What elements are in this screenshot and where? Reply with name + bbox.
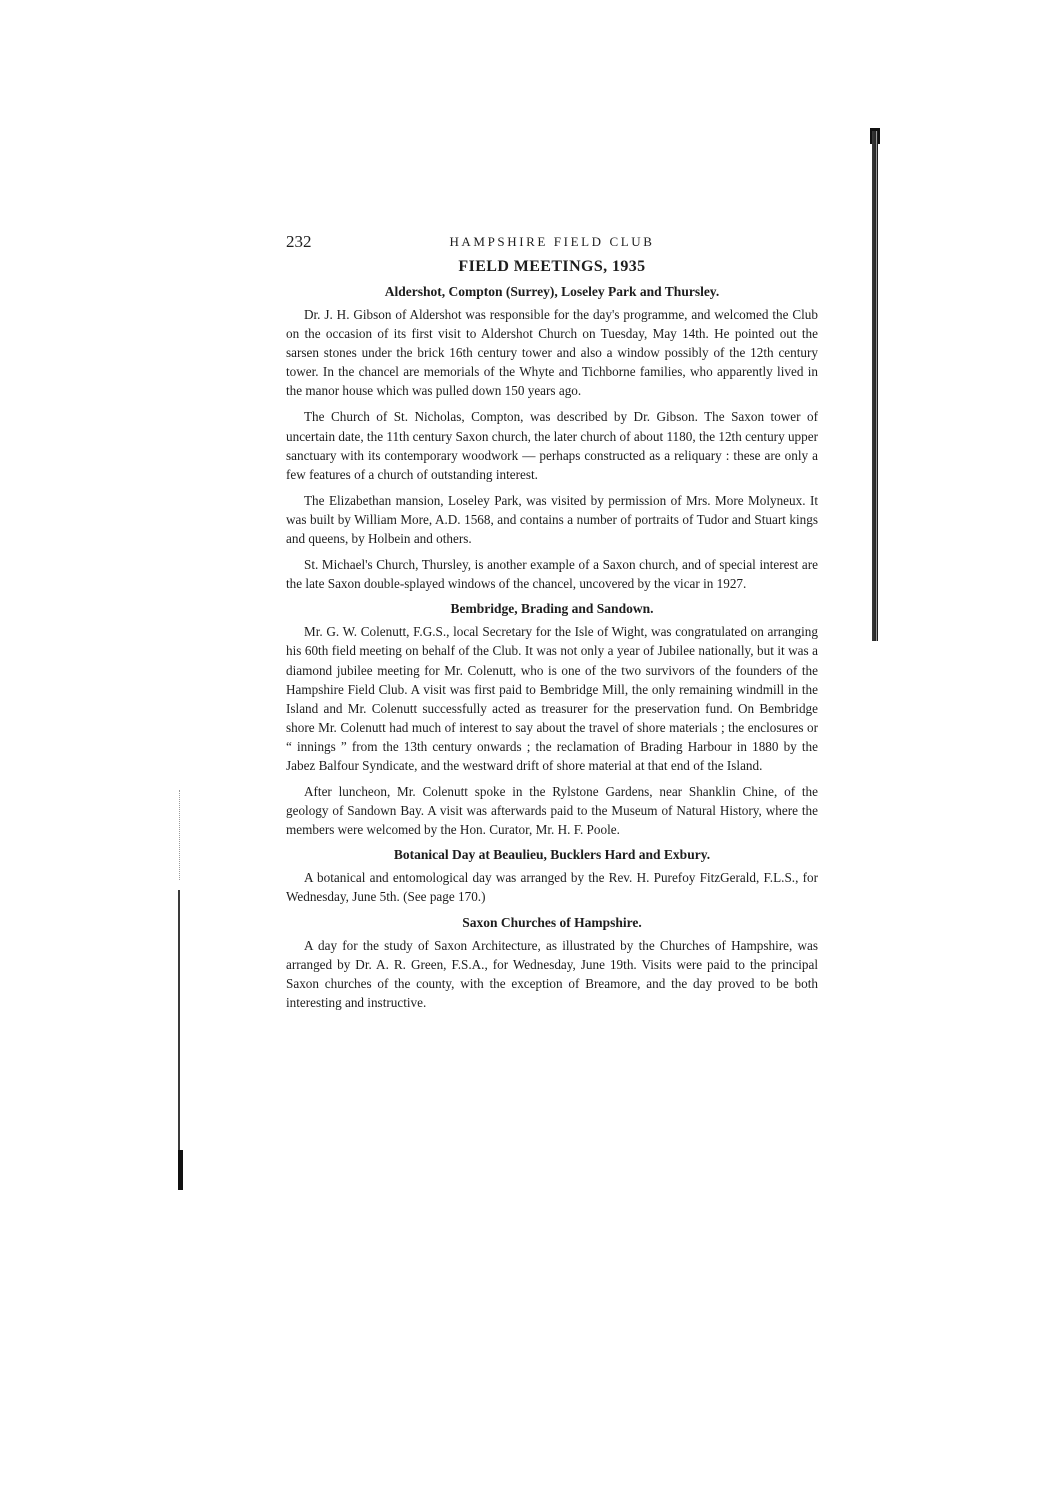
main-heading: FIELD MEETINGS, 1935 — [458, 258, 646, 275]
paragraph: Dr. J. H. Gibson of Aldershot was responsible for the day's programme, and welcomed the Club on the occasion of its first visit to Aldershot Church on Tuesday, May 14th. He pointed out the sarsen stones under the brick 16th century tower and also a window possibly of the 12th century tower. In the chancel are memorials of the Whyte and Tichborne families, who apparently lived in the manor house which was pulled down 150 years ago. — [286, 307, 818, 399]
section-heading: Aldershot, Compton (Surrey), Loseley Park and Thursley. — [384, 284, 720, 299]
section-botanical-day — [286, 847, 818, 906]
section-bembridge — [286, 601, 818, 839]
document-page — [286, 226, 818, 1019]
paragraph: The Elizabethan mansion, Loseley Park, was visited by permission of Mrs. More Molyneux. It was built by William More, A.D. 1568, and contains a number of portraits of Tudor and Stuart kings and queens, by Holbein and others. — [286, 492, 818, 547]
paragraph: After luncheon, Mr. Colenutt spoke in the Rylstone Gardens, near Shanklin Chine, of the geology of Sandown Bay. A visit was afterwards paid to the Museum of Natural History, where the members were welcomed by the Hon. Curator, Mr. H. F. Poole. — [286, 784, 818, 838]
paragraph: Mr. G. W. Colenutt, F.G.S., local Secretary for the Isle of Wight, was congratulated on arranging his 60th field meeting on behalf of the Club. It was not only a year of Jubilee nationally, but it was a diamond jubilee meeting for Mr. Colenutt, who is one of the two survivors of the founders of the Hampshire Field Club. A visit was first paid to Bembridge Mill, the only remaining windmill in the Island and Mr. Colenutt successfully acted as treasurer for the preservation fund. On Bembridge shore Mr. Colenutt had much of interest to say about the travel of shore materials ; the enclosures or “ innings ” from the 13th century onwards ; the reclamation of Brading Harbour in 1880 by the Jabez Balfour Syndicate, and the westward drift of shore material at that end of the Island. — [286, 624, 818, 773]
section-saxon-churches — [286, 915, 818, 1012]
scan-edge-right — [872, 131, 878, 641]
scan-edge-left-dots — [179, 790, 181, 880]
page-number: 232 — [286, 232, 312, 251]
scan-edge-left — [178, 890, 180, 1190]
scan-edge-right-highlight — [876, 131, 877, 641]
journal-title: HAMPSHIRE FIELD CLUB — [449, 234, 655, 249]
section-heading: Botanical Day at Beaulieu, Bucklers Hard and Exbury. — [393, 847, 711, 863]
section-aldershot — [286, 284, 818, 593]
paragraph: A botanical and entomological day was arranged by the Rev. H. Purefoy FitzGerald, F.L.S., for Wednesday, June 5th. (See page 170.) — [286, 870, 818, 905]
section-heading: Bembridge, Brading and Sandown. — [450, 601, 654, 617]
scan-edge-left-mark — [178, 1150, 183, 1190]
paragraph: A day for the study of Saxon Architecture, as illustrated by the Churches of Hampshire, was arranged by Dr. A. R. Green, F.S.A., for Wednesday, June 19th. Visits were paid to the principal Saxon churches of the county, with the exception of Breamore, and the day proved to be both interesting and instructive. — [286, 937, 818, 1010]
paragraph: St. Michael's Church, Thursley, is another example of a Saxon church, and of special interest are the late Saxon double-splayed windows of the chancel, uncovered by the vicar in 1927. — [286, 557, 818, 592]
paragraph: The Church of St. Nicholas, Compton, was described by Dr. Gibson. The Saxon tower of uncertain date, the 11th century Saxon church, the later church of about 1180, the 12th century upper sanctuary with its contemporary woodwork — perhaps constructed as a reliquary : these are only a few features of a church of outstanding interest. — [286, 409, 818, 482]
section-heading: Saxon Churches of Hampshire. — [462, 914, 642, 930]
running-head — [286, 226, 818, 258]
